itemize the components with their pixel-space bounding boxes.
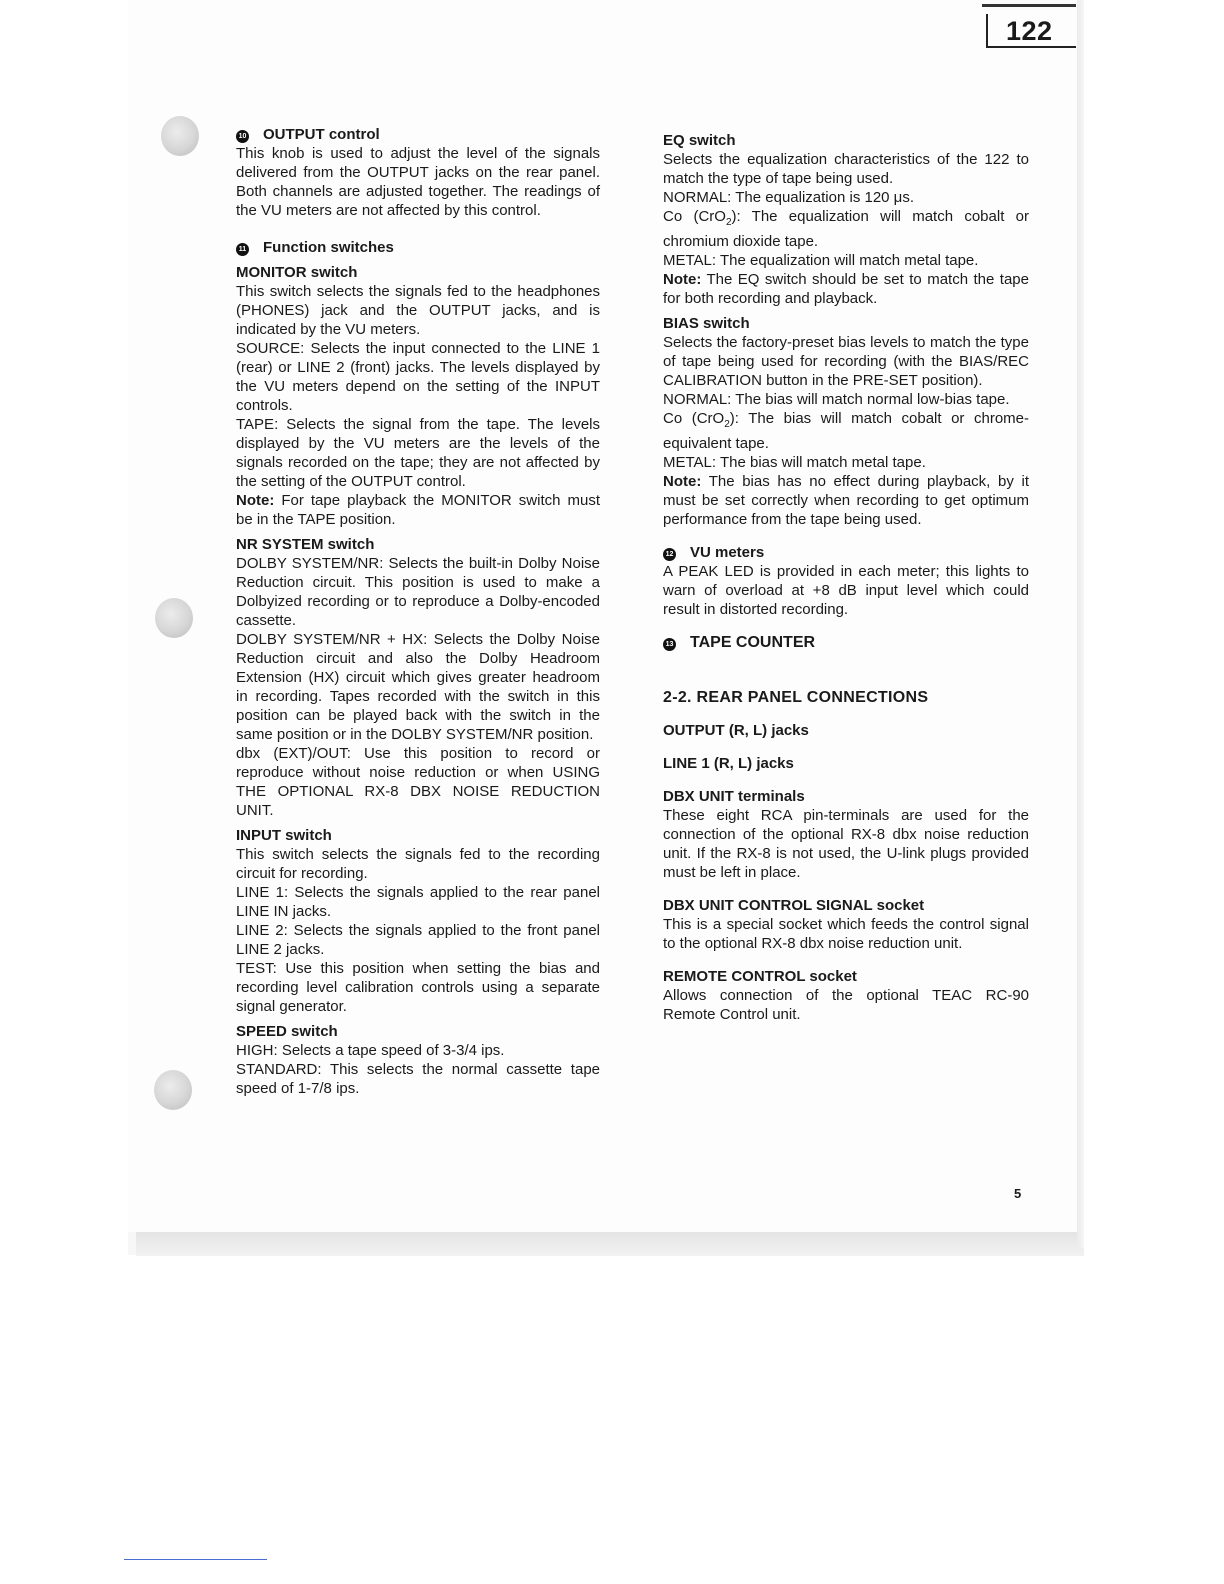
remote-control-text: Allows connection of the optional TEAC RC-90 Remote Control unit.: [663, 987, 1029, 1023]
remote-control-heading: REMOTE CONTROL socket: [663, 968, 857, 985]
speed-standard-text: STANDARD: This selects the normal cassette tape speed of 1-7/8 ips.: [236, 1061, 600, 1097]
dbx-control-heading: DBX UNIT CONTROL SIGNAL socket: [663, 897, 925, 914]
eq-note: [663, 270, 1029, 308]
input-switch-heading: INPUT switch: [236, 827, 332, 844]
monitor-source-text: SOURCE: Selects the input connected to the LINE 1 (rear) or LINE 2 (front) jacks. The levels displayed by the VU meters depend on the setting of the INPUT controls.: [236, 340, 600, 414]
heading-text: OUTPUT control: [263, 126, 380, 143]
eq-metal-text: METAL: The equalization will match metal tape.: [663, 252, 979, 269]
note-text: The EQ switch should be set to match the tape for both recording and playback.: [663, 271, 1029, 307]
eq-normal-text: NORMAL: The equalization is 120 μs.: [663, 189, 914, 206]
note-label: Note:: [663, 271, 702, 288]
bias-metal-text: METAL: The bias will match metal tape.: [663, 454, 926, 471]
note-label: Note:: [663, 473, 702, 490]
input-switch-text: This switch selects the signals fed to the recording circuit for recording.: [236, 846, 600, 882]
vu-meters-text: A PEAK LED is provided in each meter; this lights to warn of overload at +8 dB input level which could result in distorted recording.: [663, 563, 1029, 618]
line1-jacks-heading: LINE 1 (R, L) jacks: [663, 755, 794, 772]
rear-panel-heading: 2-2. REAR PANEL CONNECTIONS: [663, 689, 929, 706]
bias-switch-heading: BIAS switch: [663, 315, 750, 332]
left-column: [236, 125, 600, 1098]
dbx-terminals-text: These eight RCA pin-terminals are used for the connection of the optional RX-8 dbx noise reduction unit. If the RX-8 is not used, the U-link plugs provided must be left in place.: [663, 807, 1029, 881]
section-11-heading: [236, 238, 600, 257]
output-control-text: This knob is used to adjust the level of the signals delivered from the OUTPUT jacks on the rear panel. Both channels are adjusted together. The readings of the VU meters are not affected by this control.: [236, 145, 600, 219]
monitor-note: [236, 491, 600, 529]
bias-note: [663, 472, 1029, 529]
nr-system-heading: NR SYSTEM switch: [236, 536, 375, 553]
binder-hole-middle: [155, 598, 193, 638]
co-prefix: Co (CrO: [663, 410, 725, 427]
footer-rule: [124, 1559, 267, 1560]
dbx-terminals-heading: DBX UNIT terminals: [663, 788, 805, 805]
circled-number: 13: [663, 638, 676, 651]
note-text: For tape playback the MONITOR switch must be in the TAPE position.: [236, 492, 600, 528]
circled-number: 12: [663, 548, 676, 561]
heading-text: TAPE COUNTER: [690, 634, 816, 651]
heading-text: Function switches: [263, 239, 394, 256]
co-subscript: 2: [725, 217, 732, 228]
input-test-text: TEST: Use this position when setting the bias and recording level calibration controls using a separate signal generator.: [236, 960, 600, 1015]
page-right-edge: [1077, 0, 1084, 1248]
nr-dolby-text: DOLBY SYSTEM/NR: Selects the built-in Dolby Noise Reduction circuit. This position is used to make a Dolbyized recording or to reproduce a Dolby-encoded cassette.: [236, 555, 600, 629]
co-rest: ): The bias will match cobalt or chrome-equivalent tape.: [663, 410, 1029, 452]
model-rule: [982, 4, 1076, 7]
eq-co-text: [663, 207, 1029, 251]
monitor-switch-heading: MONITOR switch: [236, 264, 358, 281]
eq-switch-heading: EQ switch: [663, 132, 736, 149]
monitor-switch-text: This switch selects the signals fed to the headphones (PHONES) jack and the OUTPUT jacks, and is indicated by the VU meters.: [236, 283, 600, 338]
model-number: 122: [986, 14, 1076, 48]
note-text: The bias has no effect during playback, by it must be set correctly when recording to get optimum performance from the tape being used.: [663, 473, 1029, 528]
dbx-control-text: This is a special socket which feeds the control signal to the optional RX-8 dbx noise reduction unit.: [663, 916, 1029, 952]
co-subscript: 2: [724, 419, 730, 430]
page-bottom-edge: [136, 1232, 1084, 1256]
page-number: 5: [1014, 1186, 1022, 1201]
co-prefix: Co (CrO: [663, 208, 726, 225]
output-jacks-heading: OUTPUT (R, L) jacks: [663, 722, 809, 739]
circled-number: 10: [236, 130, 249, 143]
nr-dolby-hx-text: DOLBY SYSTEM/NR + HX: Selects the Dolby Noise Reduction circuit and also the Dolby Headroom Extension (HX) circuit which gives greater headroom in recording. Tapes recorded with the switch in this position can be played back with the switch in the same position or in the DOLBY SYSTEM/NR position.: [236, 631, 600, 743]
bias-co-text: [663, 409, 1029, 453]
section-12-heading: [663, 543, 1029, 562]
eq-switch-text: Selects the equalization characteristics of the 122 to match the type of tape being used.: [663, 151, 1029, 187]
note-label: Note:: [236, 492, 275, 509]
heading-text: VU meters: [690, 544, 765, 561]
bias-normal-text: NORMAL: The bias will match normal low-bias tape.: [663, 391, 1010, 408]
speed-switch-heading: SPEED switch: [236, 1023, 338, 1040]
binder-hole-top: [161, 116, 199, 156]
section-13-heading: [663, 633, 1029, 652]
co-rest: ): The equalization will match cobalt or chromium dioxide tape.: [663, 208, 1029, 250]
input-line1-text: LINE 1: Selects the signals applied to the rear panel LINE IN jacks.: [236, 884, 600, 920]
binder-hole-bottom: [154, 1070, 192, 1110]
section-10-heading: [236, 125, 600, 144]
input-line2-text: LINE 2: Selects the signals applied to the front panel LINE 2 jacks.: [236, 922, 600, 958]
bias-switch-text: Selects the factory-preset bias levels to match the type of tape being used for recording (with the BIAS/REC CALIBRATION button in the PRE-SET position).: [663, 334, 1029, 389]
right-column: [663, 131, 1029, 1024]
nr-dbx-text: dbx (EXT)/OUT: Use this position to record or reproduce without noise reduction or when USING THE OPTIONAL RX-8 DBX NOISE REDUCTION UNIT.: [236, 745, 600, 819]
speed-high-text: HIGH: Selects a tape speed of 3-3/4 ips.: [236, 1042, 505, 1059]
circled-number: 11: [236, 243, 249, 256]
monitor-tape-text: TAPE: Selects the signal from the tape. The levels displayed by the VU meters are the levels of the signals recorded on the tape; they are not affected by the setting of the OUTPUT control.: [236, 416, 600, 490]
